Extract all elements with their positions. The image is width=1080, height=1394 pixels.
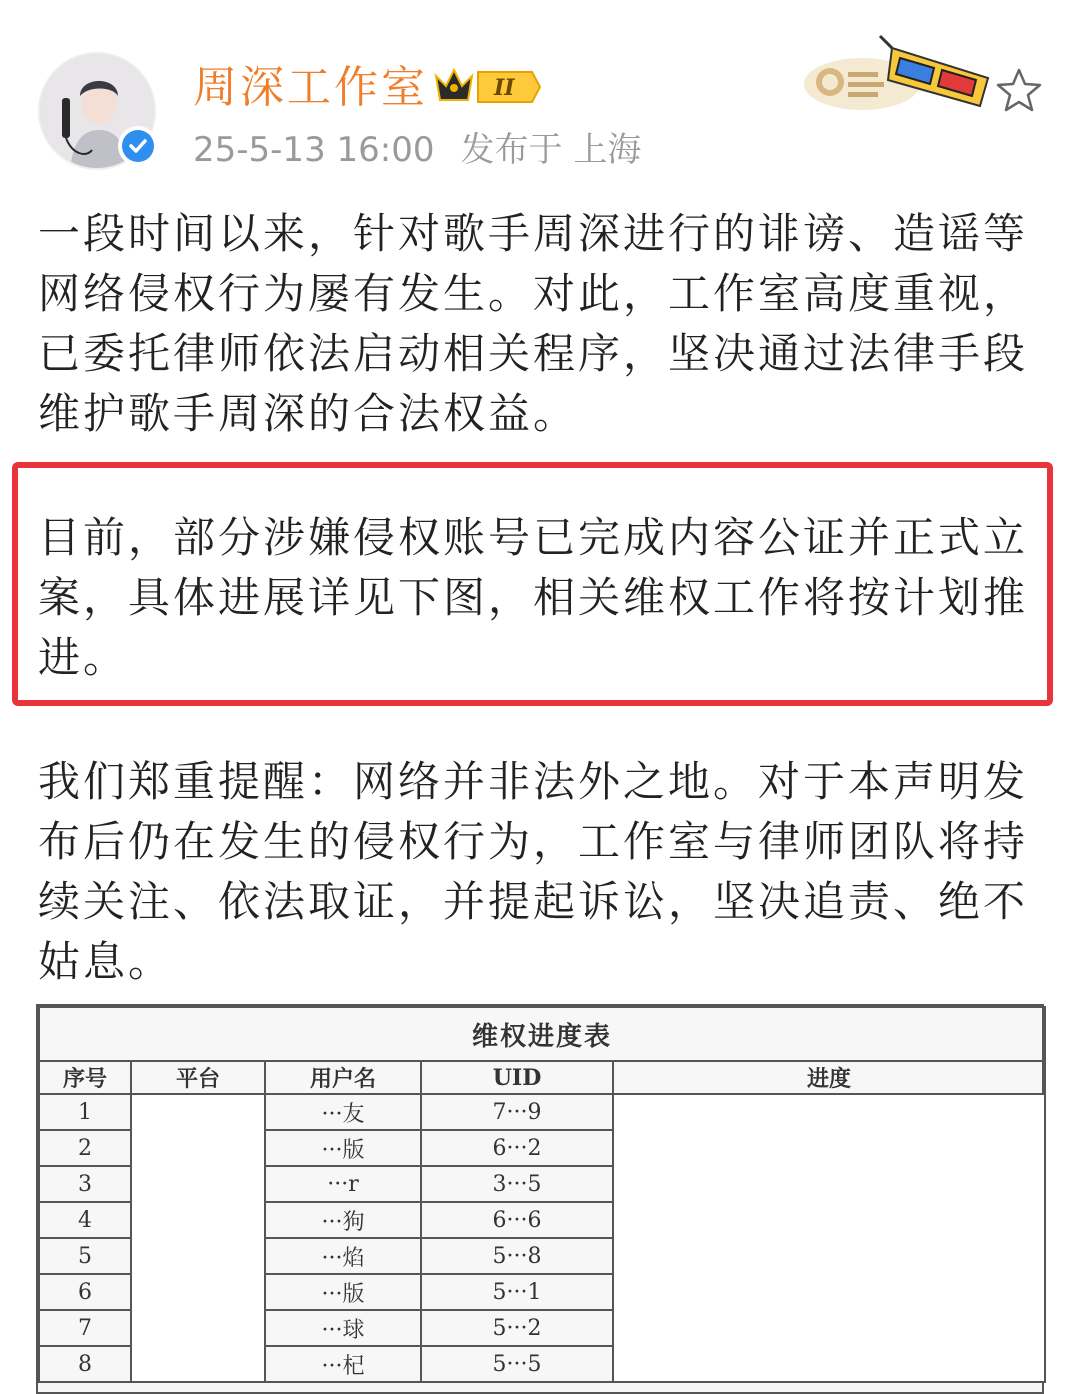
post-paragraph-1: 一段时间以来，针对歌手周深进行的诽谤、造谣等网络侵权行为屡有发生。对此，工作室高度重视，已委托律师依法启动相关程序，坚决通过法律手段维护歌手周深的合法权益。 (38, 209, 1029, 438)
cell-uid: 5···1 (421, 1274, 613, 1310)
col-header-username: 用户名 (265, 1061, 421, 1094)
cell-no: 3 (39, 1166, 131, 1202)
vip-badge[interactable] (432, 64, 544, 110)
post-meta (193, 128, 641, 172)
cell-uid: 3···5 (421, 1166, 613, 1202)
cell-uid: 6···6 (421, 1202, 613, 1238)
cell-no: 8 (39, 1346, 131, 1382)
cell-username: ···焰 (265, 1238, 421, 1274)
cell-no: 2 (39, 1130, 131, 1166)
cell-username: ···球 (265, 1310, 421, 1346)
col-header-platform: 平台 (131, 1061, 265, 1094)
cell-no: 5 (39, 1238, 131, 1274)
post-paragraph-3: 我们郑重提醒：网络并非法外之地。对于本声明发布后仍在发生的侵权行为，工作室与律师团队将持续关注、依法取证，并提起诉讼，坚决追责、绝不姑息。 (38, 757, 1029, 986)
table-row (39, 1094, 1045, 1130)
cell-uid: 7···9 (421, 1094, 613, 1130)
cell-uid: 5···8 (421, 1238, 613, 1274)
cell-uid: 5···5 (421, 1346, 613, 1382)
cell-platform (131, 1094, 265, 1382)
col-header-uid: UID (421, 1061, 613, 1094)
cell-no: 6 (39, 1274, 131, 1310)
progress-table (38, 1006, 1046, 1383)
post-timestamp: 25-5-13 16:00 (193, 130, 435, 170)
verified-badge (118, 126, 158, 166)
cell-username: ···r (265, 1166, 421, 1202)
post-location: 上海 (573, 130, 642, 170)
cell-no: 1 (39, 1094, 131, 1130)
post-paragraph-2: 目前，部分涉嫌侵权账号已完成内容公证并正式立案，具体进展详见下图，相关维权工作将按计划推进。 (38, 513, 1029, 682)
progress-table-image[interactable] (36, 1004, 1044, 1394)
cell-progress (613, 1094, 1045, 1382)
cell-username: ···狗 (265, 1202, 421, 1238)
star-outline-icon[interactable] (994, 66, 1044, 116)
table-title: 维权进度表 (39, 1007, 1045, 1061)
3d-glasses-sticker-icon (800, 26, 1000, 116)
cell-username: ···杞 (265, 1346, 421, 1382)
cell-no: 4 (39, 1202, 131, 1238)
table-header-row (39, 1061, 1045, 1094)
avatar-container[interactable] (38, 52, 156, 170)
col-header-no: 序号 (39, 1061, 131, 1094)
verified-check-icon (122, 130, 154, 162)
table-body (39, 1094, 1045, 1382)
cell-username: ···版 (265, 1130, 421, 1166)
cell-uid: 6···2 (421, 1130, 613, 1166)
location-prefix: 发布于 (460, 130, 563, 170)
cell-no: 7 (39, 1310, 131, 1346)
author-name[interactable]: 周深工作室 (193, 62, 428, 113)
vip-level-text: II (494, 75, 515, 101)
crown-vip-icon (432, 64, 544, 110)
cell-uid: 5···2 (421, 1310, 613, 1346)
col-header-progress: 进度 (613, 1061, 1045, 1094)
cell-username: ···友 (265, 1094, 421, 1130)
cell-username: ···版 (265, 1274, 421, 1310)
